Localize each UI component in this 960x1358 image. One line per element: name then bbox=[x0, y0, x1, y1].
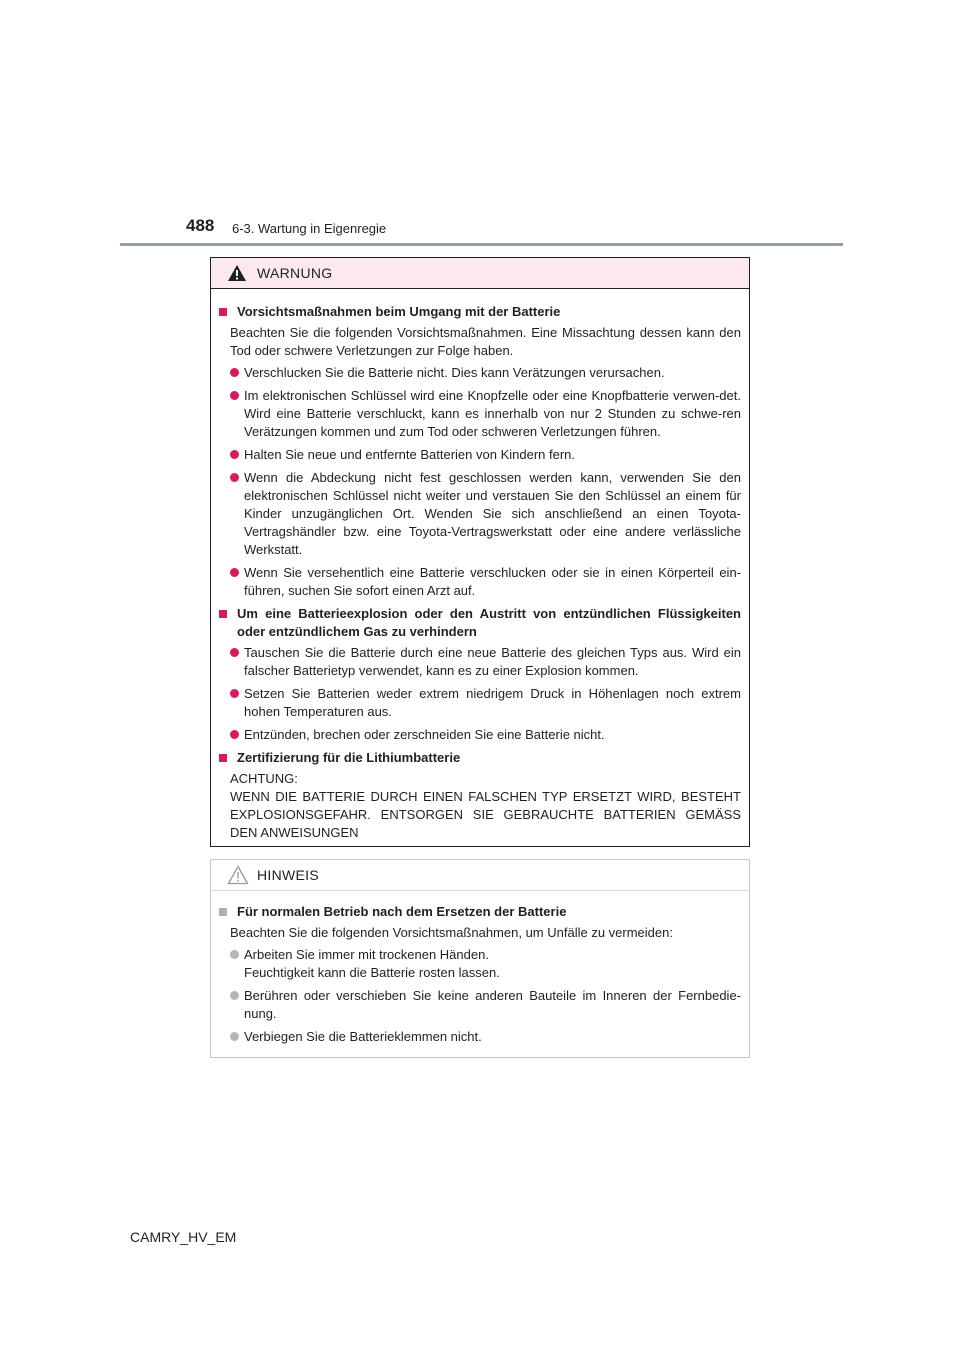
list-item-text: Berühren oder verschieben Sie keine anderen Bauteile im Inneren der Fernbedie-nung. bbox=[244, 988, 741, 1021]
warning-label: WARNUNG bbox=[257, 265, 333, 281]
list-item-text: Verschlucken Sie die Batterie nicht. Dies kann Verätzungen verursachen. bbox=[244, 365, 665, 380]
warning-section-heading bbox=[219, 303, 741, 321]
notice-body bbox=[211, 891, 749, 1046]
section-title: 6-3. Wartung in Eigenregie bbox=[232, 221, 387, 236]
warning-box bbox=[210, 257, 750, 847]
list-item-text: Verbiegen Sie die Batterieklemmen nicht. bbox=[244, 1029, 482, 1044]
list-item bbox=[219, 726, 741, 744]
circle-bullet-icon bbox=[230, 648, 239, 657]
circle-bullet-icon bbox=[230, 730, 239, 739]
list-item bbox=[219, 446, 741, 464]
list-item-text: Arbeiten Sie immer mit trockenen Händen. Feuchtigkeit kann die Batterie rosten lassen. bbox=[244, 947, 500, 980]
notice-header bbox=[211, 860, 749, 891]
square-bullet-icon bbox=[219, 308, 227, 316]
list-item bbox=[219, 644, 741, 680]
list-item-text: Tauschen Sie die Batterie durch eine neue Batterie des gleichen Typs aus. Wird ein falscher Batterietyp verwendet, kann es zu einer Explosion kommen. bbox=[244, 645, 741, 678]
list-item bbox=[219, 564, 741, 600]
circle-bullet-icon bbox=[230, 391, 239, 400]
warning-body bbox=[211, 289, 749, 842]
notice-label: HINWEIS bbox=[257, 867, 319, 883]
circle-bullet-icon bbox=[230, 1032, 239, 1041]
circle-bullet-icon bbox=[230, 991, 239, 1000]
heading-text: Um eine Batterieexplosion oder den Austritt von entzündlichen Flüssigkeiten oder entzündlichem Gas zu verhindern bbox=[237, 606, 741, 639]
notice-box bbox=[210, 859, 750, 1058]
circle-bullet-icon bbox=[230, 568, 239, 577]
paragraph: Beachten Sie die folgenden Vorsichtsmaßnahmen, um Unfälle zu vermeiden: bbox=[230, 925, 673, 940]
warning-section-heading bbox=[219, 605, 741, 641]
warning-header bbox=[211, 258, 749, 289]
list-item-text: Im elektronischen Schlüssel wird eine Knopfzelle oder eine Knopfbatterie verwen-det. Wird eine Batterie verschluckt, kann es innerhalb von nur 2 Stunden zu schwe-ren Verätzungen kommen und zum Tod oder schweren Verletzungen führen. bbox=[244, 388, 741, 439]
square-bullet-icon bbox=[219, 908, 227, 916]
warning-section-heading bbox=[219, 749, 741, 767]
list-item bbox=[219, 987, 741, 1023]
circle-bullet-icon bbox=[230, 450, 239, 459]
list-item bbox=[219, 1028, 741, 1046]
notice-triangle-icon bbox=[227, 865, 249, 885]
list-item-text: Entzünden, brechen oder zerschneiden Sie eine Batterie nicht. bbox=[244, 727, 605, 742]
circle-bullet-icon bbox=[230, 689, 239, 698]
square-bullet-icon bbox=[219, 754, 227, 762]
heading-text: Zertifizierung für die Lithiumbatterie bbox=[237, 750, 461, 765]
warning-triangle-icon bbox=[227, 264, 247, 282]
list-item bbox=[219, 469, 741, 559]
list-item bbox=[219, 364, 741, 382]
list-item bbox=[219, 946, 741, 982]
square-bullet-icon bbox=[219, 610, 227, 618]
list-item-text: Halten Sie neue und entfernte Batterien von Kindern fern. bbox=[244, 447, 575, 462]
certification-caution: ACHTUNG: bbox=[230, 771, 298, 786]
list-item bbox=[219, 685, 741, 721]
circle-bullet-icon bbox=[230, 950, 239, 959]
document-code: CAMRY_HV_EM bbox=[130, 1229, 237, 1245]
list-item-text: Wenn die Abdeckung nicht fest geschlossen werden kann, verwenden Sie den elektronischen Schlüssel nicht weiter und verstauen Sie den Schlüssel an einem für Kinder unzugänglichen Ort. Wenden Sie sich anschließend an einen Toyota-Vertragshändler bzw. eine Toyota-Vertragswerkstatt oder eine andere verlässliche Werkstatt. bbox=[244, 470, 741, 557]
header-rule bbox=[120, 243, 843, 246]
paragraph: Beachten Sie die folgenden Vorsichtsmaßnahmen. Eine Missachtung dessen kann den Tod oder schwere Verletzungen zur Folge haben. bbox=[230, 325, 741, 358]
list-item bbox=[219, 387, 741, 441]
list-item-text: Setzen Sie Batterien weder extrem niedrigem Druck in Höhenlagen noch extrem hohen Temperaturen aus. bbox=[244, 686, 741, 719]
heading-text: Vorsichtsmaßnahmen beim Umgang mit der Batterie bbox=[237, 304, 561, 319]
certification-text: WENN DIE BATTERIE DURCH EINEN FALSCHEN TYP ERSETZT WIRD, BESTEHT EXPLOSIONSGEFAHR. ENTSORGEN SIE GEBRAUCHTE BATTERIEN GEMÄSS DEN ANWEISUNGEN bbox=[230, 789, 741, 840]
list-item-text: Wenn Sie versehentlich eine Batterie verschlucken oder sie in einen Körperteil ein-führen, suchen Sie sofort einen Arzt auf. bbox=[244, 565, 741, 598]
page-number: 488 bbox=[186, 216, 215, 235]
notice-section-heading bbox=[219, 903, 741, 921]
heading-text: Für normalen Betrieb nach dem Ersetzen der Batterie bbox=[237, 904, 567, 919]
circle-bullet-icon bbox=[230, 368, 239, 377]
circle-bullet-icon bbox=[230, 473, 239, 482]
